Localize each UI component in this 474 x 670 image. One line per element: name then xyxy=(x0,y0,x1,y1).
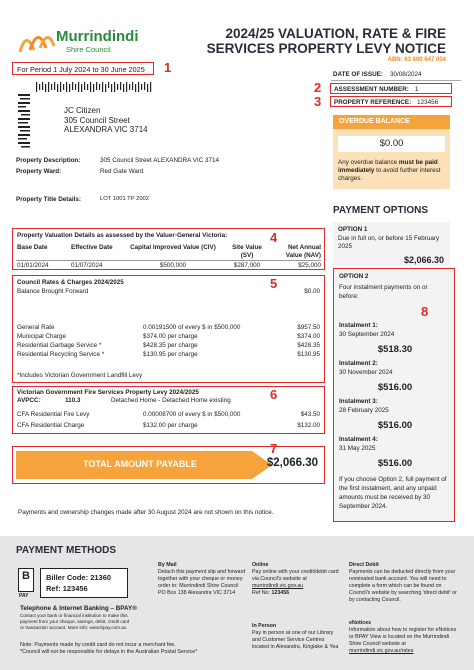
marker-6: 6 xyxy=(270,387,278,402)
rate-row-detail: $374.00 per charge xyxy=(143,333,198,340)
property-title-label: Property Title Details: xyxy=(16,196,81,203)
enotices-link[interactable]: murrindindi.vic.gov.au/rates xyxy=(349,648,414,654)
rates-footnote: *Includes Victorian Government Landfill Levy xyxy=(17,372,143,379)
abn-number: ABN: 63 600 647 004 xyxy=(387,57,446,63)
valuation-heading: Property Valuation Details as assessed by the Valuer-General Victoria: xyxy=(17,232,228,239)
fire-row-amount: $132.00 xyxy=(297,422,320,429)
postal-barcode xyxy=(36,82,156,92)
total-amount: $2,066.30 xyxy=(266,457,318,469)
direct-debit-block: Direct Debit Payments can be deducted directly from your nominated bank account. You will need to complete a form which can be found on Council's website by searching 'direct debit' or by contacting Council. xyxy=(349,562,457,603)
bpay-phone-text: Contact your bank or financial institution to make this payment from your cheque, savings, debit, credit card or transaction account. More info: www.bpay.com.au xyxy=(20,613,130,630)
valuation-sv-value: $287,000 xyxy=(233,262,261,269)
logo-subtitle: Shire Council xyxy=(66,45,111,54)
rate-row-amount: $957.50 xyxy=(297,324,320,331)
bpay-logo-icon: B xyxy=(18,568,34,592)
valuation-col-effective: Effective Date xyxy=(71,244,113,251)
fire-row-label: CFA Residential Charge xyxy=(17,422,85,429)
rate-row-label: Municipal Charge xyxy=(17,333,67,340)
instalment-label: Instalment 4: xyxy=(339,436,378,443)
instalment-label: Instalment 3: xyxy=(339,398,378,405)
overdue-note: Any overdue balance must be paid immediately to avoid further interest charges. xyxy=(338,159,441,182)
addressee-name: JC Citizen xyxy=(64,106,101,115)
fire-row-detail: 0.00008700 of every $ in $500,000 xyxy=(143,411,241,418)
instalment-date: 30 November 2024 xyxy=(339,369,393,376)
valuation-nav-value: $25,000 xyxy=(298,262,321,269)
changes-note: Payments and ownership changes made after 30 August 2024 are not shown on this notice. xyxy=(18,509,274,516)
property-description-value: 305 Council Street ALEXANDRA VIC 3714 xyxy=(100,157,220,164)
addressee-town: ALEXANDRA VIC 3714 xyxy=(64,125,148,134)
property-reference: 123456 xyxy=(417,98,439,106)
online-link[interactable]: murrindindi.vic.gov.au xyxy=(252,583,304,589)
divider xyxy=(331,80,461,81)
property-description-label: Property Description: xyxy=(16,157,81,164)
rate-row-amount: $130.95 xyxy=(297,351,320,358)
valuation-col-sv: Site Value (SV) xyxy=(232,244,262,259)
bbf-label: Balance Brought Forward xyxy=(17,288,89,295)
total-label: TOTAL AMOUNT PAYABLE xyxy=(83,459,197,469)
bpay-logo-text: PAY xyxy=(19,593,29,599)
marker-2: 2 xyxy=(314,80,322,95)
footer-notes: Note: Payments made by credit card do not incur a merchant fee. *Council will not be responsible for delays in the Australian Postal Service* xyxy=(20,642,198,655)
overdue-header: OVERDUE BALANCE xyxy=(333,115,450,129)
instalment-date: 28 February 2025 xyxy=(339,407,389,414)
by-mail-block: By Mail Detach this payment slip and forward together with your cheque or money order to: Murrindindi Shire Council PO Box 138 Alexandra VIC 3714 xyxy=(158,562,246,596)
option-1-text: Due in full on, or before 15 February 2025 xyxy=(338,235,440,250)
rate-row-label: Residential Recycling Service * xyxy=(17,351,105,358)
rate-row-detail: $428.35 per charge xyxy=(143,342,198,349)
instalment-amount: $518.30 xyxy=(377,344,413,355)
valuation-col-base: Base Date xyxy=(17,244,48,251)
fire-row-label: CFA Residential Fire Levy xyxy=(17,411,90,418)
bpay-ref: 123456 xyxy=(62,584,88,593)
property-reference-box: PROPERTY REFERENCE: 123456 xyxy=(330,96,452,107)
rate-row-detail: 0.00191500 of every $ in $500,000 xyxy=(143,324,241,331)
instalment-date: 30 September 2024 xyxy=(339,331,395,338)
rate-row-label: Residential Garbage Service * xyxy=(17,342,102,349)
marker-8: 8 xyxy=(421,304,429,319)
instalment-label: Instalment 1: xyxy=(339,322,378,329)
logo-name: Murrindindi xyxy=(56,28,139,45)
council-rates-section xyxy=(12,275,325,383)
rate-row-detail: $130.95 per charge xyxy=(143,351,198,358)
side-barcode xyxy=(18,94,30,150)
total-section xyxy=(12,446,325,484)
property-ward-label: Property Ward: xyxy=(16,168,62,175)
bpay-details-box: Biller Code: 21360 Ref: 123456 xyxy=(40,568,128,598)
online-block: Online Pay online with your credit/debit card via Council's website at murrindindi.vic.gov.au Ref No: 123456 xyxy=(252,562,342,597)
fire-row-amount: $43.50 xyxy=(300,411,320,418)
option-2-note: If you choose Option 2, full payment of the first instalment, and any unpaid amounts must be received by 30 September 2024. xyxy=(339,476,447,510)
instalment-amount: $516.00 xyxy=(377,382,413,393)
marker-3: 3 xyxy=(314,94,322,109)
avpcc-value: 110.3 xyxy=(65,397,81,404)
option-2-title: OPTION 2 xyxy=(339,273,369,280)
marker-7: 7 xyxy=(270,441,278,456)
option-1-title: OPTION 1 xyxy=(338,226,368,233)
marker-1: 1 xyxy=(164,60,172,75)
assessment-number-box: ASSESSMENT NUMBER: 1 xyxy=(330,83,452,94)
bpay-phone-title: Telephone & Internet Banking – BPAY® xyxy=(20,605,137,612)
option-2-text: Four instalment payments on or before: xyxy=(339,284,428,300)
avpcc-label: AVPCC: xyxy=(17,397,41,404)
rate-row-label: General Rate xyxy=(17,324,55,331)
issue-date-value: 30/08/2024 xyxy=(390,71,422,78)
property-title-value: LOT 1001 TP 2002 xyxy=(100,196,149,202)
instalment-amount: $516.00 xyxy=(377,458,413,469)
valuation-col-civ: Capital Improved Value (CIV) xyxy=(130,244,216,251)
fire-levy-section xyxy=(12,386,325,434)
instalment-amount: $516.00 xyxy=(377,420,413,431)
avpcc-description: Detached Home - Detached Home existing xyxy=(111,397,231,404)
payment-options-heading: PAYMENT OPTIONS xyxy=(333,205,429,216)
enotices-block: eNotices Information about how to register for eNotices or BPAY View is located on the Murrindindi Shire Council website at murrindindi.vic.gov.au/rates xyxy=(349,620,461,655)
rate-row-amount: $374.00 xyxy=(297,333,320,340)
valuation-civ-value: $500,000 xyxy=(159,262,187,269)
addressee-street: 305 Council Street xyxy=(64,115,130,125)
addressee-block xyxy=(64,106,148,135)
valuation-base-date: 01/01/2024 xyxy=(17,262,49,269)
billing-period: For Period 1 July 2024 to 30 June 2025 xyxy=(12,62,154,75)
valuation-col-nav: Net Annual Value (NAV) xyxy=(285,244,321,259)
overdue-amount: $0.00 xyxy=(338,136,445,152)
option-2-panel xyxy=(333,268,455,522)
assessment-number: 1 xyxy=(414,85,419,93)
instalment-date: 31 May 2025 xyxy=(339,445,376,452)
biller-code: 21360 xyxy=(90,573,112,582)
instalment-label: Instalment 2: xyxy=(339,360,378,367)
option-1-panel xyxy=(333,222,450,266)
issue-date-label: DATE OF ISSUE: xyxy=(333,71,383,78)
page-title: 2024/25 VALUATION, RATE & FIRE SERVICES PROPERTY LEVY NOTICE xyxy=(206,26,446,56)
fire-heading: Victorian Government Fire Services Property Levy 2024/2025 xyxy=(17,389,199,396)
divider xyxy=(16,260,321,261)
property-ward-value: Red Gate Ward xyxy=(100,168,144,175)
valuation-effective-date: 01/07/2024 xyxy=(71,262,103,269)
rates-heading: Council Rates & Charges 2024/2025 xyxy=(17,279,124,286)
overdue-panel xyxy=(333,129,450,189)
option-1-amount: $2,066.30 xyxy=(403,255,444,265)
in-person-block: In Person Pay in person at one of our Library and Customer Service Centres located in Alexandra, Kinglake & Yea xyxy=(252,623,339,650)
bbf-value: $0.00 xyxy=(304,288,320,295)
payment-methods-heading: PAYMENT METHODS xyxy=(16,545,117,556)
council-logo-icon xyxy=(16,26,56,54)
marker-4: 4 xyxy=(270,230,278,245)
valuation-section xyxy=(12,228,325,270)
rate-row-amount: $428.35 xyxy=(297,342,320,349)
marker-5: 5 xyxy=(270,276,278,291)
fire-row-detail: $132.00 per charge xyxy=(143,422,198,429)
